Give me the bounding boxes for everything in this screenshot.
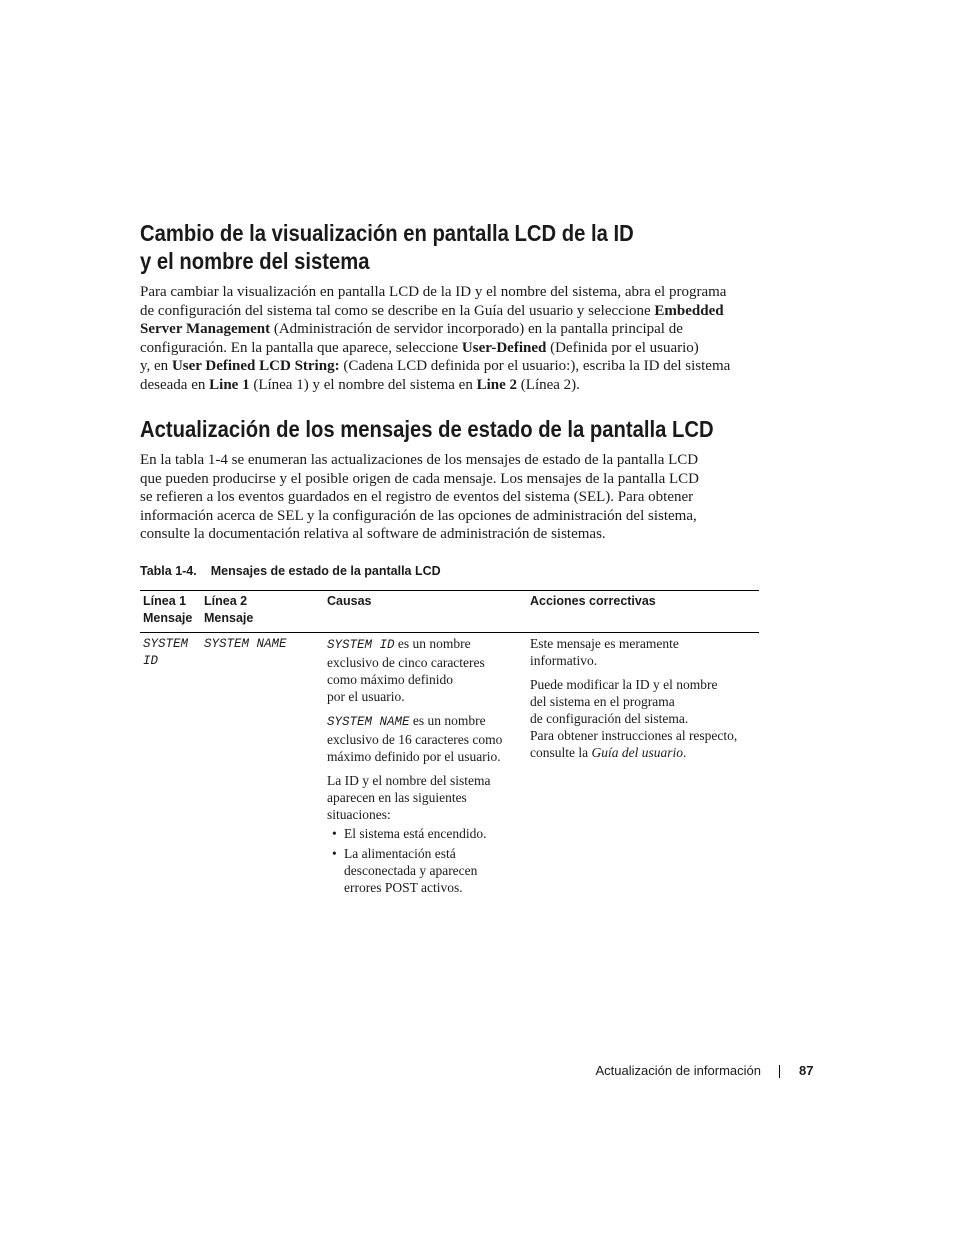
table-caption bbox=[140, 563, 441, 579]
text-line: que pueden producirse y el posible origen de cada mensaje. Los mensajes de la pantalla LCD bbox=[140, 470, 699, 487]
action-paragraph bbox=[530, 676, 737, 761]
footer-section-title: Actualización de información bbox=[595, 1063, 761, 1078]
text-line: información acerca de SEL y la configuración de las opciones de administración del sistema, bbox=[140, 507, 697, 524]
code-text: SYSTEM NAME bbox=[204, 637, 287, 651]
text-line: por el usuario. bbox=[327, 689, 405, 704]
header-text: Línea 2 bbox=[204, 594, 248, 608]
cause-paragraph bbox=[327, 635, 502, 705]
code-text: ID bbox=[143, 654, 159, 668]
footer-separator bbox=[779, 1065, 780, 1078]
text: (Definida por el usuario) bbox=[546, 339, 699, 356]
text-line: Para obtener instrucciones al respecto, bbox=[530, 728, 738, 743]
text-line: máximo definido por el usuario. bbox=[327, 749, 501, 764]
table-title: Mensajes de estado de la pantalla LCD bbox=[210, 564, 441, 578]
code-text: SYSTEM NAME bbox=[327, 715, 410, 729]
column-header-causes: Causas bbox=[327, 594, 372, 608]
menu-option-name: Server Management bbox=[140, 321, 271, 338]
table-header-rule bbox=[140, 632, 759, 633]
header-text: Línea 1 bbox=[143, 594, 187, 608]
text-line: del sistema en el programa bbox=[530, 694, 675, 709]
text: es un nombre bbox=[394, 636, 471, 651]
text-line bbox=[140, 357, 760, 376]
text-line bbox=[140, 320, 760, 339]
text-line bbox=[327, 635, 502, 654]
cell-causes bbox=[327, 635, 502, 896]
page-number: 87 bbox=[799, 1063, 814, 1078]
paragraph-lcd-id bbox=[140, 283, 760, 395]
menu-option-name: Line 1 bbox=[209, 376, 250, 393]
text-line bbox=[530, 744, 737, 761]
heading-line: y el nombre del sistema bbox=[140, 248, 370, 274]
text-line: Este mensaje es meramente bbox=[530, 636, 679, 651]
text-line: exclusivo de 16 caracteres como bbox=[327, 732, 503, 747]
text: (Línea 2). bbox=[517, 376, 580, 393]
code-text: SYSTEM ID bbox=[327, 638, 395, 652]
text-line bbox=[140, 376, 760, 395]
text: consulte la bbox=[530, 745, 592, 760]
text: (Línea 1) y el nombre del sistema en bbox=[249, 376, 477, 393]
text-line: exclusivo de cinco caracteres bbox=[327, 655, 485, 670]
section-heading-lcd-id bbox=[140, 219, 634, 275]
text: es un nombre bbox=[409, 713, 486, 728]
text-line bbox=[140, 339, 760, 358]
text-line: Puede modificar la ID y el nombre bbox=[530, 677, 718, 692]
column-header-actions: Acciones correctivas bbox=[530, 594, 656, 608]
text: (Cadena LCD definida por el usuario:), escriba la ID del sistema bbox=[339, 358, 731, 375]
text-line bbox=[327, 712, 502, 731]
text-line: Para cambiar la visualización en pantalla LCD de la ID y el nombre del sistema, abra el programa bbox=[140, 284, 727, 300]
list-item bbox=[327, 845, 502, 896]
text: y, en bbox=[140, 358, 172, 375]
menu-option-name: User Defined LCD String: bbox=[171, 358, 340, 375]
text-line: errores POST activos. bbox=[344, 880, 463, 895]
heading-line: Cambio de la visualización en pantalla LCD de la ID bbox=[140, 220, 634, 246]
situation-list bbox=[327, 825, 502, 896]
text-line: situaciones: bbox=[327, 807, 391, 822]
cell-line1-message bbox=[143, 636, 188, 670]
section-heading-lcd-messages: Actualización de los mensajes de estado de la pantalla LCD bbox=[140, 416, 714, 442]
cell-line2-message bbox=[204, 636, 287, 653]
text-line: En la tabla 1-4 se enumeran las actualizaciones de los mensajes de estado de la pantalla LCD bbox=[140, 452, 699, 468]
guide-title: Guía del usuario bbox=[591, 745, 683, 760]
text-line: informativo. bbox=[530, 653, 598, 668]
text-line: se refieren a los eventos guardados en el registro de eventos del sistema (SEL). Para obtener bbox=[140, 489, 694, 506]
text-line: consulte la documentación relativa al software de administración de sistemas. bbox=[140, 526, 606, 543]
menu-option-name: Line 2 bbox=[476, 376, 518, 393]
text: de configuración del sistema tal como se describe en la Guía del usuario y seleccione bbox=[140, 302, 655, 319]
text: . bbox=[683, 745, 687, 760]
text-line: aparecen en las siguientes bbox=[327, 790, 467, 805]
header-text: Mensaje bbox=[204, 611, 254, 625]
table-number: Tabla 1-4. bbox=[140, 564, 197, 578]
text-line: La ID y el nombre del sistema bbox=[327, 773, 491, 788]
text-line: como máximo definido bbox=[327, 672, 453, 687]
menu-option-name: Embedded bbox=[654, 302, 724, 319]
text: El sistema está encendido. bbox=[344, 826, 487, 841]
text: (Administración de servidor incorporado) en la pantalla principal de bbox=[270, 321, 683, 338]
paragraph-lcd-messages bbox=[140, 451, 760, 544]
list-item bbox=[327, 825, 502, 842]
column-header-line2 bbox=[204, 593, 253, 627]
menu-option-name: User-Defined bbox=[461, 339, 547, 356]
text: deseada en bbox=[140, 376, 210, 393]
column-header-line1 bbox=[143, 593, 192, 627]
cause-paragraph bbox=[327, 712, 502, 765]
table-top-rule bbox=[140, 590, 759, 591]
cell-actions bbox=[530, 635, 737, 761]
text-line: • La alimentación está bbox=[344, 846, 456, 861]
text-line: desconectada y aparecen bbox=[344, 863, 478, 878]
cause-paragraph bbox=[327, 772, 502, 823]
text: configuración. En la pantalla que aparece, seleccione bbox=[140, 339, 462, 356]
code-text: SYSTEM bbox=[143, 637, 189, 651]
text-line: de configuración del sistema. bbox=[530, 711, 689, 726]
header-text: Mensaje bbox=[143, 611, 193, 625]
text-line bbox=[140, 302, 760, 321]
action-paragraph bbox=[530, 635, 737, 669]
